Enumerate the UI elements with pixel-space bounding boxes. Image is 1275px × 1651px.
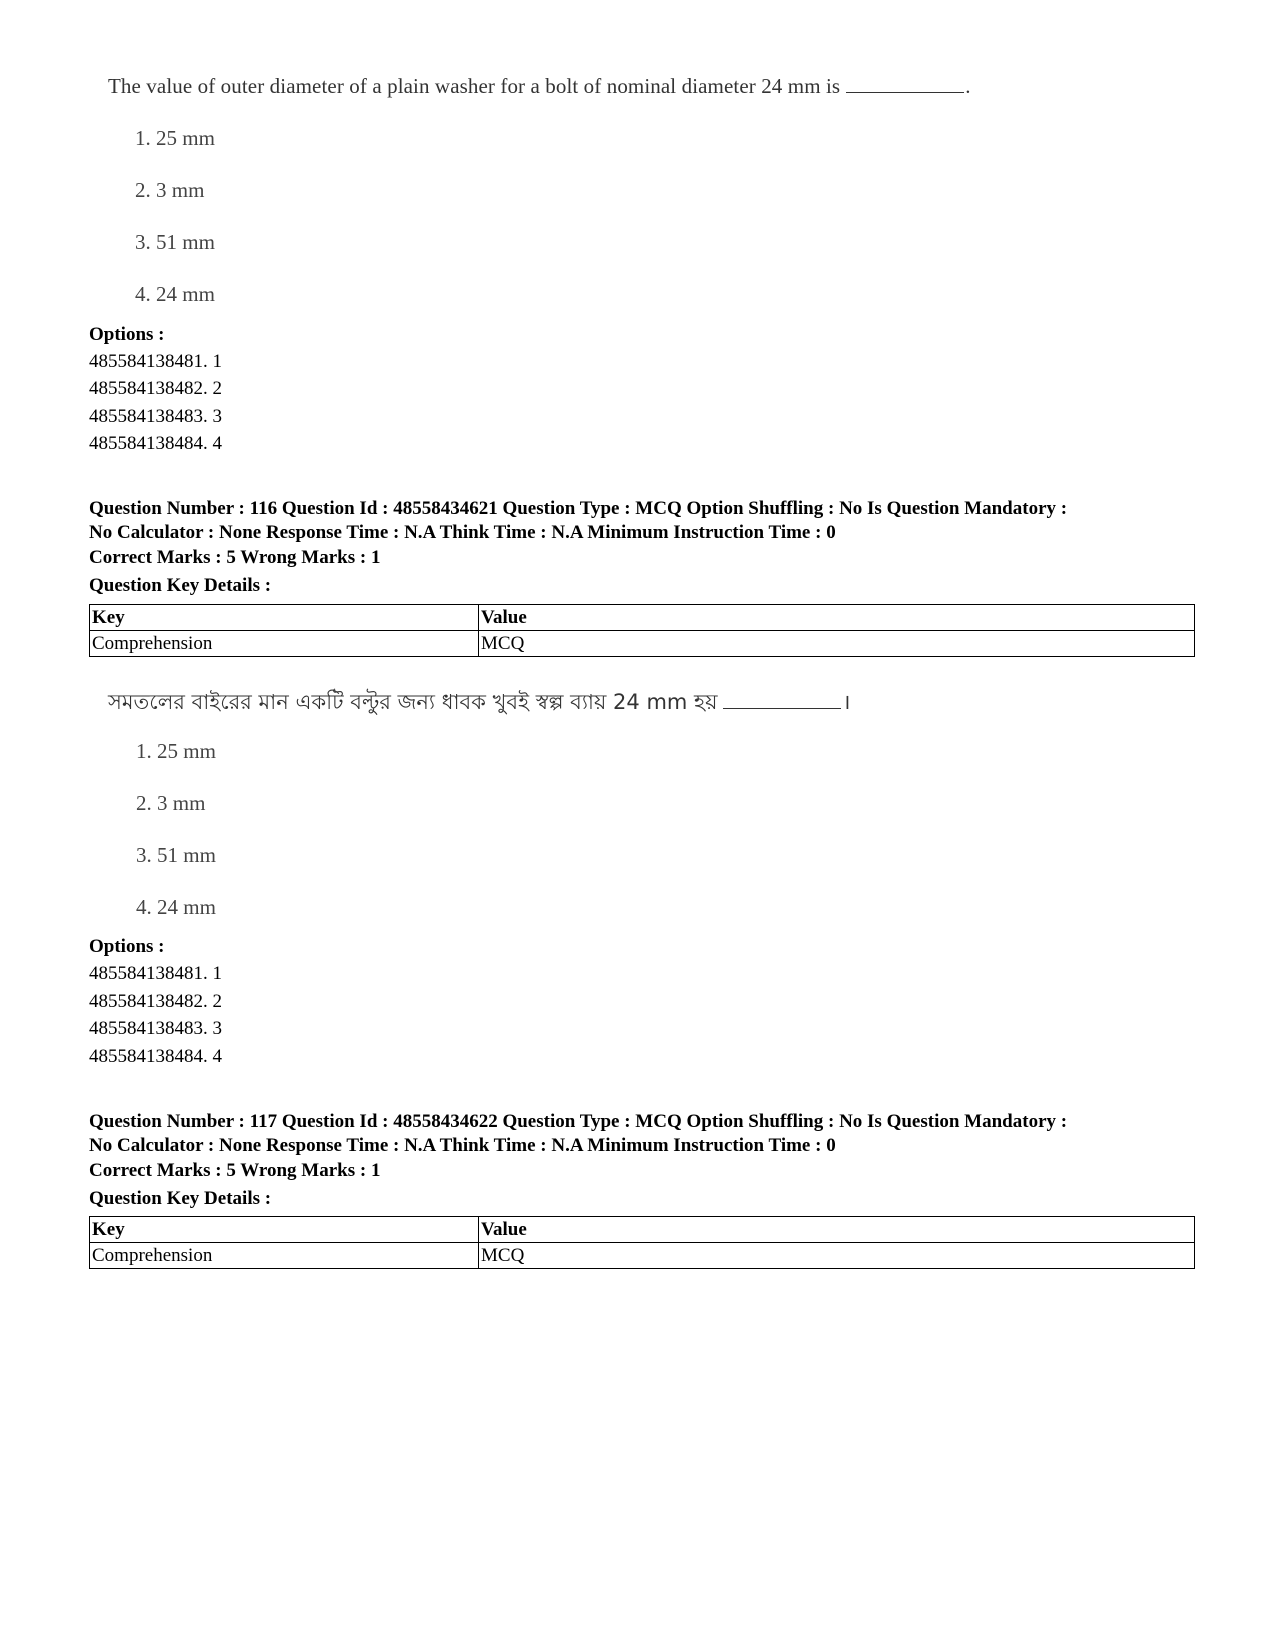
option-id-2: 485584138482. 2 [89,991,222,1012]
table-row [90,631,1195,657]
choice-2: 2. 3 mm [136,791,206,815]
choice-1: 1. 25 mm [136,739,216,763]
question-meta [89,1110,1199,1158]
table-header-value: Value [479,1217,1195,1243]
key-details-label: Question Key Details : [89,1188,272,1209]
answer-blank [846,76,964,93]
options-label: Options : [89,936,165,957]
question-text-bengali-content: সমতলের বাইরের মান একটি বল্টুর জন্য ধাবক খুবই স্বল্প ব্যায় 24 mm হয় [108,690,718,714]
choice-4: 4. 24 mm [136,895,216,919]
key-details-table [89,604,1195,657]
choice-1: 1. 25 mm [135,126,215,150]
table-cell-key: Comprehension [90,631,479,657]
question-meta-line1: Question Number : 116 Question Id : 48558434621 Question Type : MCQ Option Shuffling : No Is Question Mandatory : [89,498,1068,519]
option-id-1: 485584138481. 1 [89,963,222,984]
question-end-mark: । [842,690,851,714]
choice-3: 3. 51 mm [136,843,216,867]
option-id-2: 485584138482. 2 [89,378,222,399]
table-header-row [90,605,1195,631]
option-id-4: 485584138484. 4 [89,1046,222,1067]
option-id-3: 485584138483. 3 [89,406,222,427]
table-header-value: Value [479,605,1195,631]
question-meta-line1: Question Number : 117 Question Id : 48558434622 Question Type : MCQ Option Shuffling : No Is Question Mandatory : [89,1111,1068,1132]
options-label: Options : [89,324,165,345]
marks-line: Correct Marks : 5 Wrong Marks : 1 [89,1160,381,1181]
choice-3: 3. 51 mm [135,230,215,254]
key-details-table [89,1216,1195,1269]
option-id-1: 485584138481. 1 [89,351,222,372]
table-cell-value: MCQ [479,1243,1195,1269]
question-text-content: The value of outer diameter of a plain washer for a bolt of nominal diameter 24 mm is [108,74,841,98]
question-end-mark: . [965,74,971,98]
choice-4: 4. 24 mm [135,282,215,306]
answer-blank [723,692,841,709]
table-cell-key: Comprehension [90,1243,479,1269]
option-id-4: 485584138484. 4 [89,433,222,454]
table-header-key: Key [90,605,479,631]
question-meta-line2: No Calculator : None Response Time : N.A Think Time : N.A Minimum Instruction Time : 0 [89,1135,836,1156]
option-id-3: 485584138483. 3 [89,1018,222,1039]
table-row [90,1243,1195,1269]
choice-2: 2. 3 mm [135,178,205,202]
question-text-bengali [108,686,850,721]
table-header-key: Key [90,1217,479,1243]
table-header-row [90,1217,1195,1243]
question-text [108,74,971,99]
question-meta [89,497,1199,545]
table-cell-value: MCQ [479,631,1195,657]
key-details-label: Question Key Details : [89,575,272,596]
marks-line: Correct Marks : 5 Wrong Marks : 1 [89,547,381,568]
question-meta-line2: No Calculator : None Response Time : N.A Think Time : N.A Minimum Instruction Time : 0 [89,522,836,543]
